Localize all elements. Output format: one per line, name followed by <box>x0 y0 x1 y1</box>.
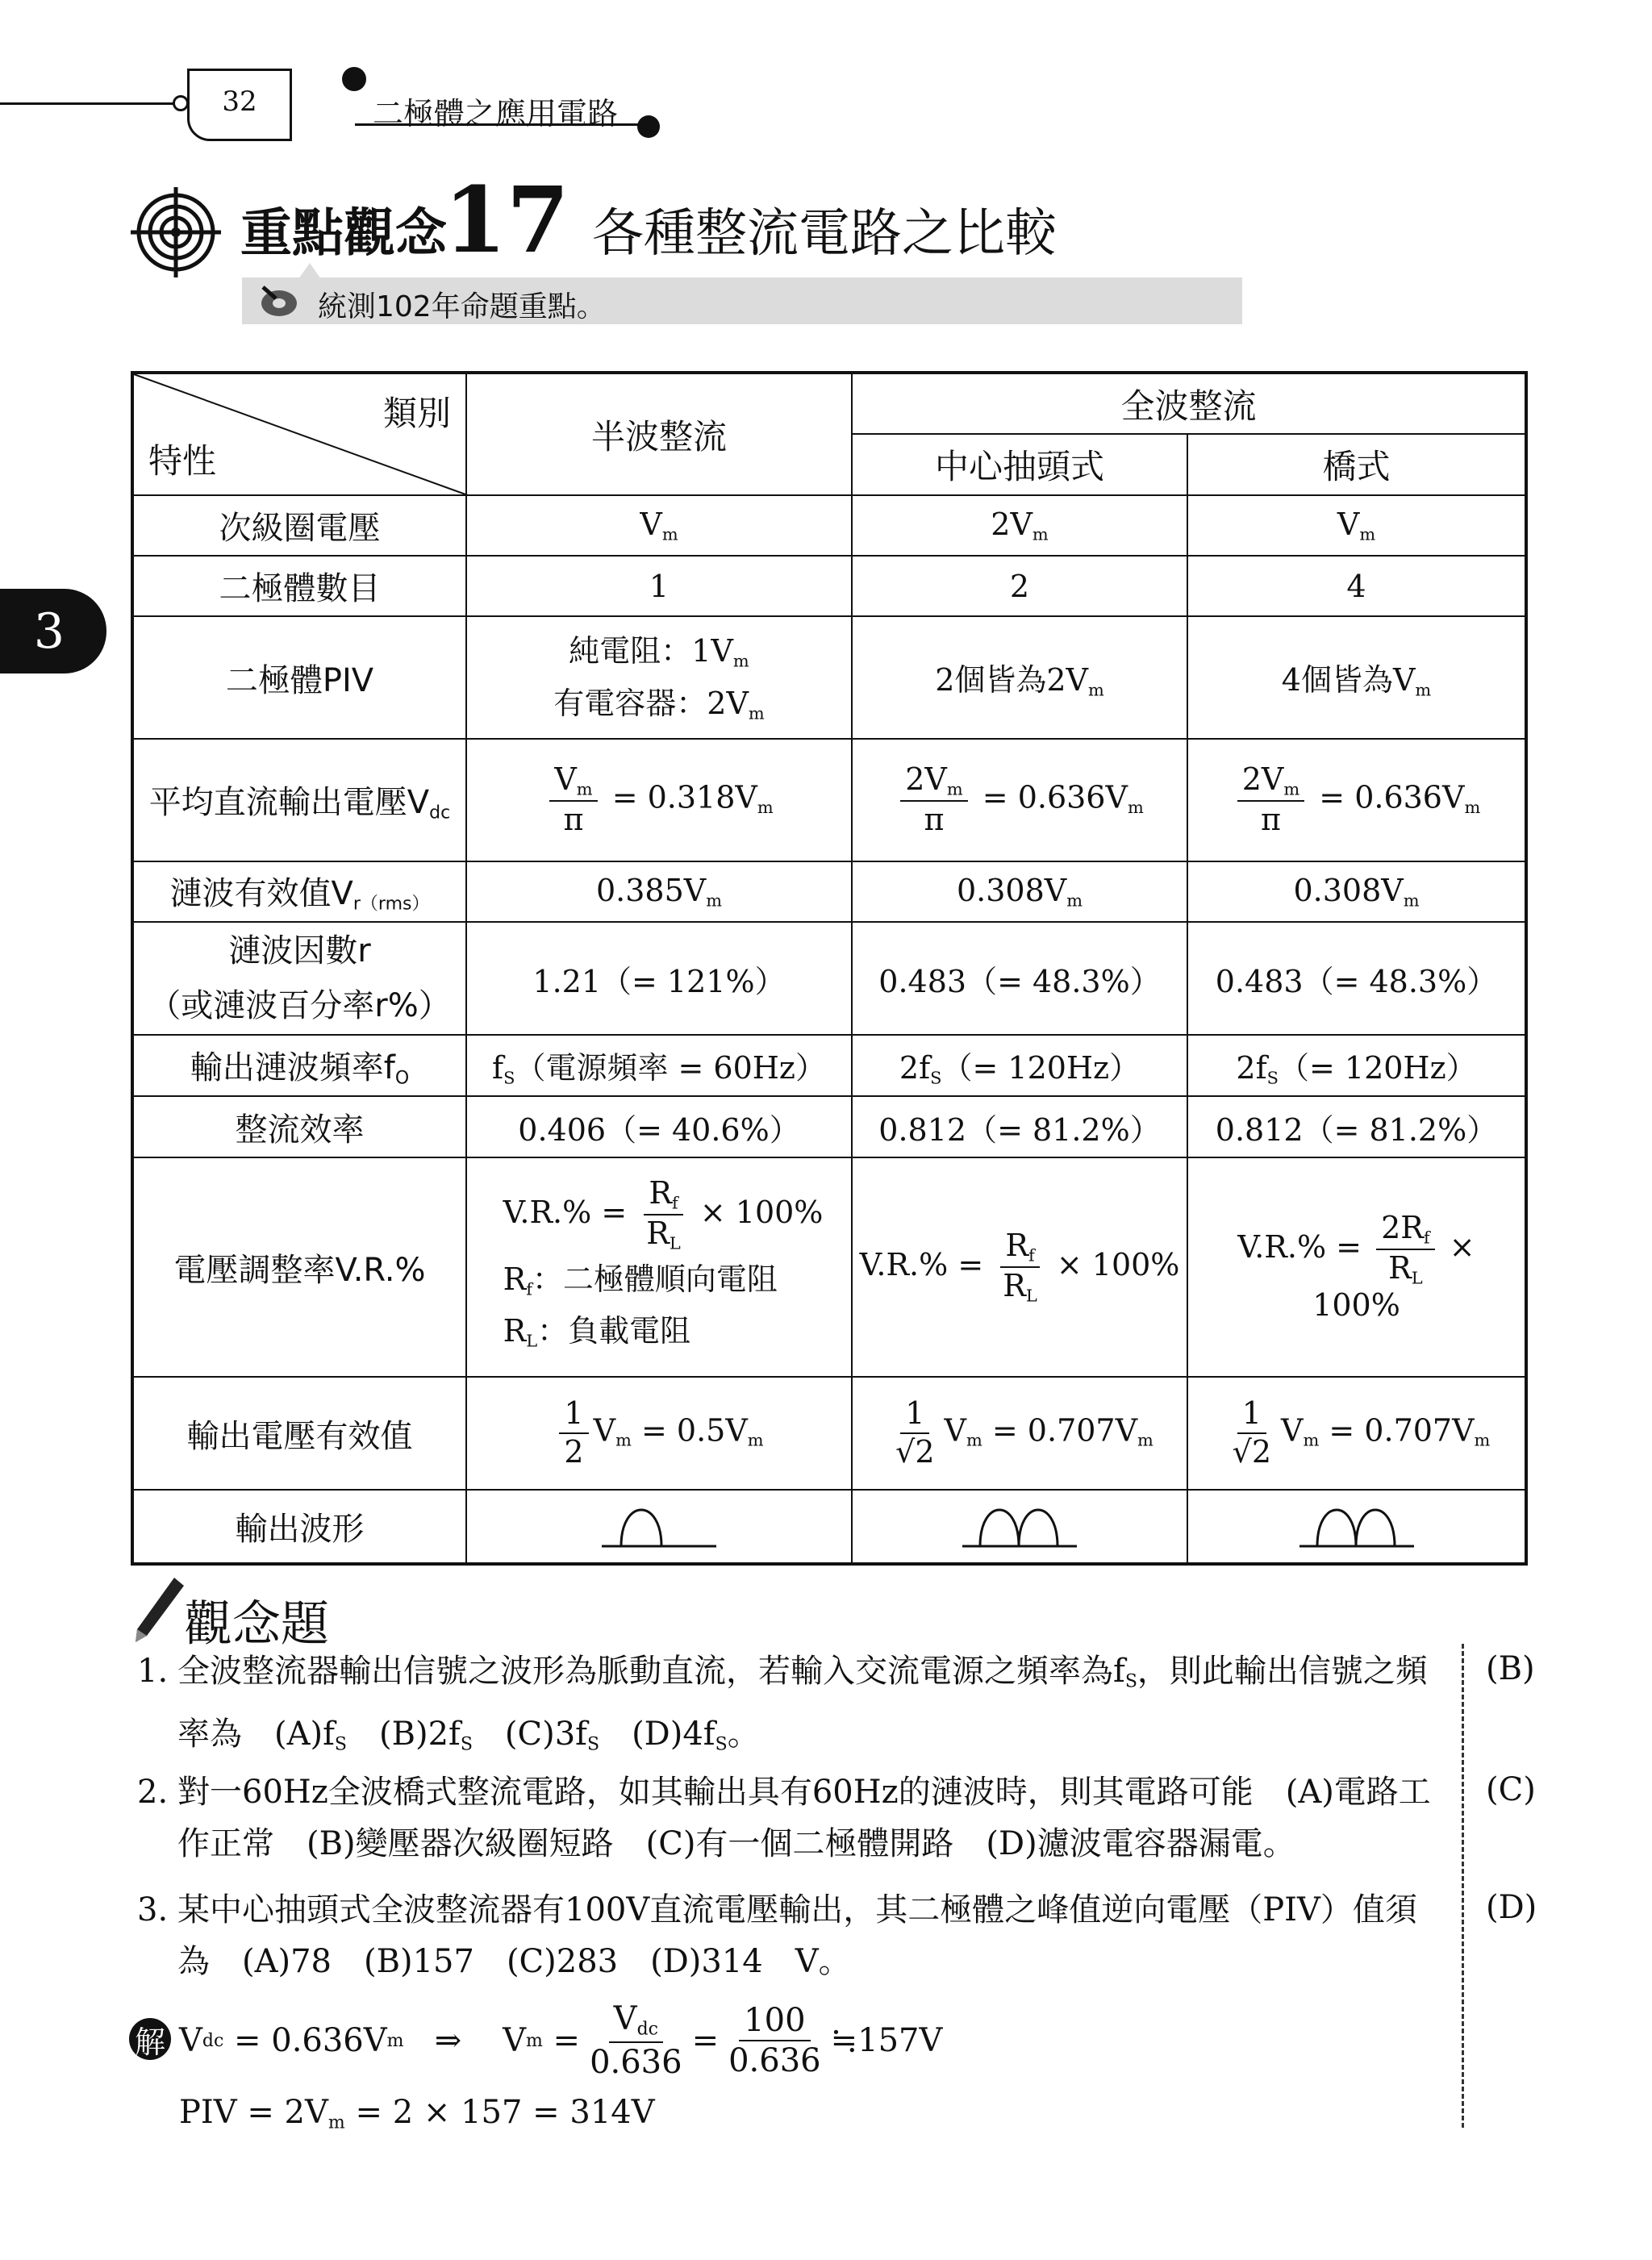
cell-half: 1.21（= 121%） <box>466 922 852 1035</box>
cell-half <box>466 1490 852 1564</box>
row-label: 整流效率 <box>132 1096 466 1157</box>
table-row <box>132 495 1526 556</box>
cell-center: $\frac{2V_m}{\pi}$ = $0.636V_m$ <box>852 739 1187 861</box>
header-dot-ornament-end <box>637 115 660 138</box>
concept-questions-heading: 觀念題 <box>184 1596 329 1653</box>
col-half-wave: 半波整流 <box>466 373 852 495</box>
cell-half: $\frac{1}{2}$ $V_m = 0.5V_m$ <box>466 1377 852 1490</box>
target-icon <box>127 184 224 281</box>
cell-bridge: 4 <box>1187 556 1526 616</box>
rectifier-comparison-table <box>131 371 1528 1566</box>
row-label: 輸出漣波頻率$f_O$ <box>132 1035 466 1096</box>
table-row <box>132 1096 1526 1157</box>
answer-2: (C) <box>1486 1771 1536 1808</box>
cell-bridge: V.R.% = $\frac{2R_f}{R_L}$ × 100% <box>1187 1157 1526 1377</box>
cell-bridge: 0.483（= 48.3%） <box>1187 922 1526 1035</box>
cell-center: V.R.% = $\frac{R_f}{R_L}$ × 100% <box>852 1157 1187 1377</box>
row-label: 二極體PIV <box>132 616 466 739</box>
cell-center: 0.812（= 81.2%） <box>852 1096 1187 1157</box>
cell-center: 2 <box>852 556 1187 616</box>
cell-center: 0.483（= 48.3%） <box>852 922 1187 1035</box>
cell-half: V.R.% = $\frac{R_f}{R_L}$ × 100% $R_f$：二極體順向電阻 $R_L$：負載電阻 <box>466 1157 852 1377</box>
cell-center: $2V_m$ <box>852 495 1187 556</box>
header-rule <box>0 102 187 105</box>
cell-half: $V_m$ <box>466 495 852 556</box>
exam-note: 統測102年命題重點。 <box>318 290 606 323</box>
cell-bridge: $0.308V_m$ <box>1187 861 1526 922</box>
question-1: 1. 全波整流器輸出信號之波形為脈動直流，若輸入交流電源之頻率為$f_S$，則此輸出信號之頻率為 $(A)f_S$ $(B)2f_S$ $(C)3f_S$ $(D)4f_S$。 <box>137 1653 1428 1755</box>
cell-half: 1 <box>466 556 852 616</box>
table-row <box>132 922 1526 1035</box>
chapter-side-tab: 3 <box>0 589 106 673</box>
table-row <box>132 1377 1526 1490</box>
concept-title: 各種整流電路之比較 <box>592 204 1057 264</box>
header-dot-ornament <box>342 67 366 91</box>
pencil-icon <box>129 1574 186 1647</box>
table-corner-cell <box>132 373 466 495</box>
row-label: 輸出電壓有效值 <box>132 1377 466 1490</box>
table-row <box>132 1157 1526 1377</box>
table-row <box>132 739 1526 861</box>
corner-category: 類別 <box>382 394 451 433</box>
answer-1: (B) <box>1486 1650 1535 1687</box>
row-label: 漣波因數r （或漣波百分率r%） <box>132 922 466 1035</box>
cell-center <box>852 1490 1187 1564</box>
cell-center: 2個皆為$2V_m$ <box>852 616 1187 739</box>
table-row <box>132 616 1526 739</box>
cell-center: $2f_S(= 120Hz)$ <box>852 1035 1187 1096</box>
cell-bridge: $\frac{2V_m}{\pi}$ = $0.636V_m$ <box>1187 739 1526 861</box>
row-label: 次級圈電壓 <box>132 495 466 556</box>
cd-disc-icon <box>257 277 302 323</box>
col-full-wave: 全波整流 <box>852 373 1526 434</box>
solution-line-2: PIV = $2V_m = 2 \times 157 = 314V$ <box>179 2094 655 2133</box>
full-wave-waveform <box>1296 1495 1417 1551</box>
page-number: 32 <box>222 85 257 118</box>
table-row <box>132 861 1526 922</box>
header-ring-ornament <box>173 95 189 111</box>
concept-number: 17 <box>444 168 569 273</box>
cell-bridge: $\frac{1}{√2}$ $V_m = 0.707V_m$ <box>1187 1377 1526 1490</box>
answer-3: (D) <box>1486 1889 1537 1926</box>
concept-label: 重點觀念 <box>240 204 447 264</box>
row-label: 漣波有效值$V_{r(rms)}$ <box>132 861 466 922</box>
cell-bridge: $2f_S(= 120Hz)$ <box>1187 1035 1526 1096</box>
cell-half: 純電阻：$1V_m$ 有電容器：$2V_m$ <box>466 616 852 739</box>
answer-divider <box>1462 1644 1464 2128</box>
cell-bridge: 4個皆為$V_m$ <box>1187 616 1526 739</box>
cell-center: $\frac{1}{√2}$ $V_m = 0.707V_m$ <box>852 1377 1187 1490</box>
row-label: 平均直流輸出電壓$V_{dc}$ <box>132 739 466 861</box>
solution-badge: 解 <box>129 2018 171 2060</box>
row-label: 輸出波形 <box>132 1490 466 1564</box>
row-label: 二極體數目 <box>132 556 466 616</box>
table-row <box>132 556 1526 616</box>
cell-half: $0.385V_m$ <box>466 861 852 922</box>
question-3: 3. 某中心抽頭式全波整流器有100V直流電壓輸出，其二極體之峰值逆向電壓（PIV）值須為 (A)78 (B)157 (C)283 (D)314 V。 <box>137 1891 1417 1980</box>
table-row <box>132 1035 1526 1096</box>
half-wave-waveform <box>599 1495 720 1551</box>
corner-feature: 特性 <box>148 441 217 481</box>
cell-bridge: $V_m$ <box>1187 495 1526 556</box>
row-label: 電壓調整率V.R.% <box>132 1157 466 1377</box>
chapter-title: 二極體之應用電路 <box>373 96 619 131</box>
cell-bridge <box>1187 1490 1526 1564</box>
table-row <box>132 1490 1526 1564</box>
cell-half: $f_S$（電源頻率 = 60Hz） <box>466 1035 852 1096</box>
cell-half: $\frac{V_m}{\pi}$ = $0.318V_m$ <box>466 739 852 861</box>
cell-center: $0.308V_m$ <box>852 861 1187 922</box>
full-wave-waveform <box>959 1495 1080 1551</box>
solution-line-1: V dc = 0.636V m ⇒ V m = $\frac{V_{dc}}{0.636}$ = $\frac{100}{0.636}$ ≒157V <box>179 2000 943 2081</box>
cell-bridge: 0.812（= 81.2%） <box>1187 1096 1526 1157</box>
question-2: 2. 對一60Hz全波橋式整流電路，如其輸出具有60Hz的漣波時，則其電路可能 (A)電路工作正常 (B)變壓器次級圈短路 (C)有一個二極體開路 (D)濾波電容器漏電。 <box>137 1774 1431 1862</box>
col-bridge: 橋式 <box>1187 434 1526 495</box>
note-pointer <box>298 263 321 279</box>
cell-half: 0.406（= 40.6%） <box>466 1096 852 1157</box>
col-center-tap: 中心抽頭式 <box>852 434 1187 495</box>
